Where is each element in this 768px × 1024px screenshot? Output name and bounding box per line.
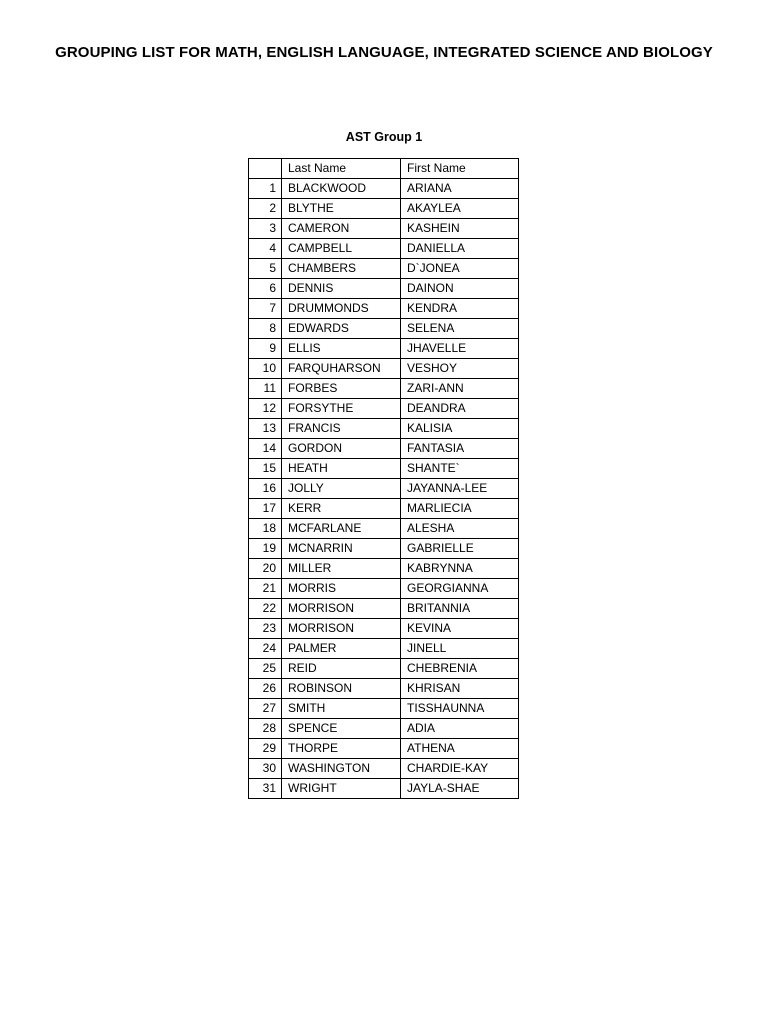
first-name-cell: BRITANNIA xyxy=(401,599,519,619)
table-row xyxy=(249,339,519,359)
first-name-cell: JHAVELLE xyxy=(401,339,519,359)
last-name-cell: THORPE xyxy=(282,739,401,759)
group-title: AST Group 1 xyxy=(345,130,423,144)
last-name-cell: SPENCE xyxy=(282,719,401,739)
first-name-cell: ALESHA xyxy=(401,519,519,539)
table-row xyxy=(249,319,519,339)
table-row xyxy=(249,479,519,499)
row-number: 23 xyxy=(249,619,282,639)
first-name-cell: FANTASIA xyxy=(401,439,519,459)
last-name-cell: PALMER xyxy=(282,639,401,659)
table-row xyxy=(249,439,519,459)
row-number: 3 xyxy=(249,219,282,239)
row-number: 16 xyxy=(249,479,282,499)
last-name-cell: ROBINSON xyxy=(282,679,401,699)
first-name-cell: KEVINA xyxy=(401,619,519,639)
table-row xyxy=(249,719,519,739)
column-header-number xyxy=(249,159,282,179)
row-number: 10 xyxy=(249,359,282,379)
table-header-row xyxy=(249,159,519,179)
table-row xyxy=(249,679,519,699)
first-name-cell: GABRIELLE xyxy=(401,539,519,559)
table-row xyxy=(249,579,519,599)
row-number: 15 xyxy=(249,459,282,479)
last-name-cell: MORRIS xyxy=(282,579,401,599)
table-row xyxy=(249,759,519,779)
row-number: 6 xyxy=(249,279,282,299)
first-name-cell: ZARI-ANN xyxy=(401,379,519,399)
last-name-cell: EDWARDS xyxy=(282,319,401,339)
first-name-cell: DANIELLA xyxy=(401,239,519,259)
table-row xyxy=(249,639,519,659)
table-row xyxy=(249,459,519,479)
table-row xyxy=(249,739,519,759)
row-number: 7 xyxy=(249,299,282,319)
row-number: 8 xyxy=(249,319,282,339)
first-name-cell: TISSHAUNNA xyxy=(401,699,519,719)
first-name-cell: KENDRA xyxy=(401,299,519,319)
last-name-cell: REID xyxy=(282,659,401,679)
row-number: 26 xyxy=(249,679,282,699)
table-row xyxy=(249,779,519,799)
row-number: 1 xyxy=(249,179,282,199)
last-name-cell: CAMPBELL xyxy=(282,239,401,259)
row-number: 29 xyxy=(249,739,282,759)
row-number: 20 xyxy=(249,559,282,579)
row-number: 24 xyxy=(249,639,282,659)
first-name-cell: JINELL xyxy=(401,639,519,659)
table-row xyxy=(249,179,519,199)
first-name-cell: SHANTE` xyxy=(401,459,519,479)
last-name-cell: DRUMMONDS xyxy=(282,299,401,319)
last-name-cell: MORRISON xyxy=(282,619,401,639)
table-row xyxy=(249,259,519,279)
row-number: 14 xyxy=(249,439,282,459)
last-name-cell: BLYTHE xyxy=(282,199,401,219)
last-name-cell: SMITH xyxy=(282,699,401,719)
last-name-cell: FRANCIS xyxy=(282,419,401,439)
row-number: 25 xyxy=(249,659,282,679)
table-row xyxy=(249,699,519,719)
first-name-cell: ARIANA xyxy=(401,179,519,199)
first-name-cell: D`JONEA xyxy=(401,259,519,279)
first-name-cell: VESHOY xyxy=(401,359,519,379)
document-title: GROUPING LIST FOR MATH, ENGLISH LANGUAGE, INTEGRATED SCIENCE AND BIOLOGY xyxy=(55,44,713,61)
row-number: 11 xyxy=(249,379,282,399)
first-name-cell: CHARDIE-KAY xyxy=(401,759,519,779)
table-row xyxy=(249,499,519,519)
table-body xyxy=(249,179,519,799)
last-name-cell: BLACKWOOD xyxy=(282,179,401,199)
table-row xyxy=(249,559,519,579)
first-name-cell: GEORGIANNA xyxy=(401,579,519,599)
first-name-cell: MARLIECIA xyxy=(401,499,519,519)
table-row xyxy=(249,239,519,259)
row-number: 27 xyxy=(249,699,282,719)
last-name-cell: MCFARLANE xyxy=(282,519,401,539)
first-name-cell: JAYANNA-LEE xyxy=(401,479,519,499)
last-name-cell: WASHINGTON xyxy=(282,759,401,779)
table-row xyxy=(249,399,519,419)
last-name-cell: HEATH xyxy=(282,459,401,479)
row-number: 12 xyxy=(249,399,282,419)
first-name-cell: AKAYLEA xyxy=(401,199,519,219)
row-number: 22 xyxy=(249,599,282,619)
last-name-cell: MORRISON xyxy=(282,599,401,619)
column-header-last-name: Last Name xyxy=(282,159,401,179)
last-name-cell: FORSYTHE xyxy=(282,399,401,419)
row-number: 19 xyxy=(249,539,282,559)
table-row xyxy=(249,659,519,679)
first-name-cell: KASHEIN xyxy=(401,219,519,239)
first-name-cell: ADIA xyxy=(401,719,519,739)
last-name-cell: CHAMBERS xyxy=(282,259,401,279)
row-number: 21 xyxy=(249,579,282,599)
row-number: 5 xyxy=(249,259,282,279)
row-number: 30 xyxy=(249,759,282,779)
first-name-cell: DAINON xyxy=(401,279,519,299)
table-row xyxy=(249,299,519,319)
table-row xyxy=(249,359,519,379)
first-name-cell: SELENA xyxy=(401,319,519,339)
first-name-cell: KALISIA xyxy=(401,419,519,439)
first-name-cell: ATHENA xyxy=(401,739,519,759)
table-row xyxy=(249,279,519,299)
first-name-cell: CHEBRENIA xyxy=(401,659,519,679)
row-number: 31 xyxy=(249,779,282,799)
last-name-cell: JOLLY xyxy=(282,479,401,499)
table-row xyxy=(249,419,519,439)
student-table xyxy=(248,158,519,799)
table-row xyxy=(249,599,519,619)
row-number: 2 xyxy=(249,199,282,219)
last-name-cell: MILLER xyxy=(282,559,401,579)
last-name-cell: ELLIS xyxy=(282,339,401,359)
table-row xyxy=(249,379,519,399)
row-number: 9 xyxy=(249,339,282,359)
row-number: 4 xyxy=(249,239,282,259)
first-name-cell: KABRYNNA xyxy=(401,559,519,579)
last-name-cell: FORBES xyxy=(282,379,401,399)
table-row xyxy=(249,199,519,219)
last-name-cell: KERR xyxy=(282,499,401,519)
column-header-first-name: First Name xyxy=(401,159,519,179)
last-name-cell: DENNIS xyxy=(282,279,401,299)
row-number: 13 xyxy=(249,419,282,439)
table-row xyxy=(249,219,519,239)
last-name-cell: MCNARRIN xyxy=(282,539,401,559)
last-name-cell: CAMERON xyxy=(282,219,401,239)
table-row xyxy=(249,519,519,539)
last-name-cell: WRIGHT xyxy=(282,779,401,799)
row-number: 18 xyxy=(249,519,282,539)
last-name-cell: GORDON xyxy=(282,439,401,459)
first-name-cell: JAYLA-SHAE xyxy=(401,779,519,799)
table-row xyxy=(249,619,519,639)
first-name-cell: DEANDRA xyxy=(401,399,519,419)
first-name-cell: KHRISAN xyxy=(401,679,519,699)
row-number: 28 xyxy=(249,719,282,739)
table-row xyxy=(249,539,519,559)
row-number: 17 xyxy=(249,499,282,519)
last-name-cell: FARQUHARSON xyxy=(282,359,401,379)
